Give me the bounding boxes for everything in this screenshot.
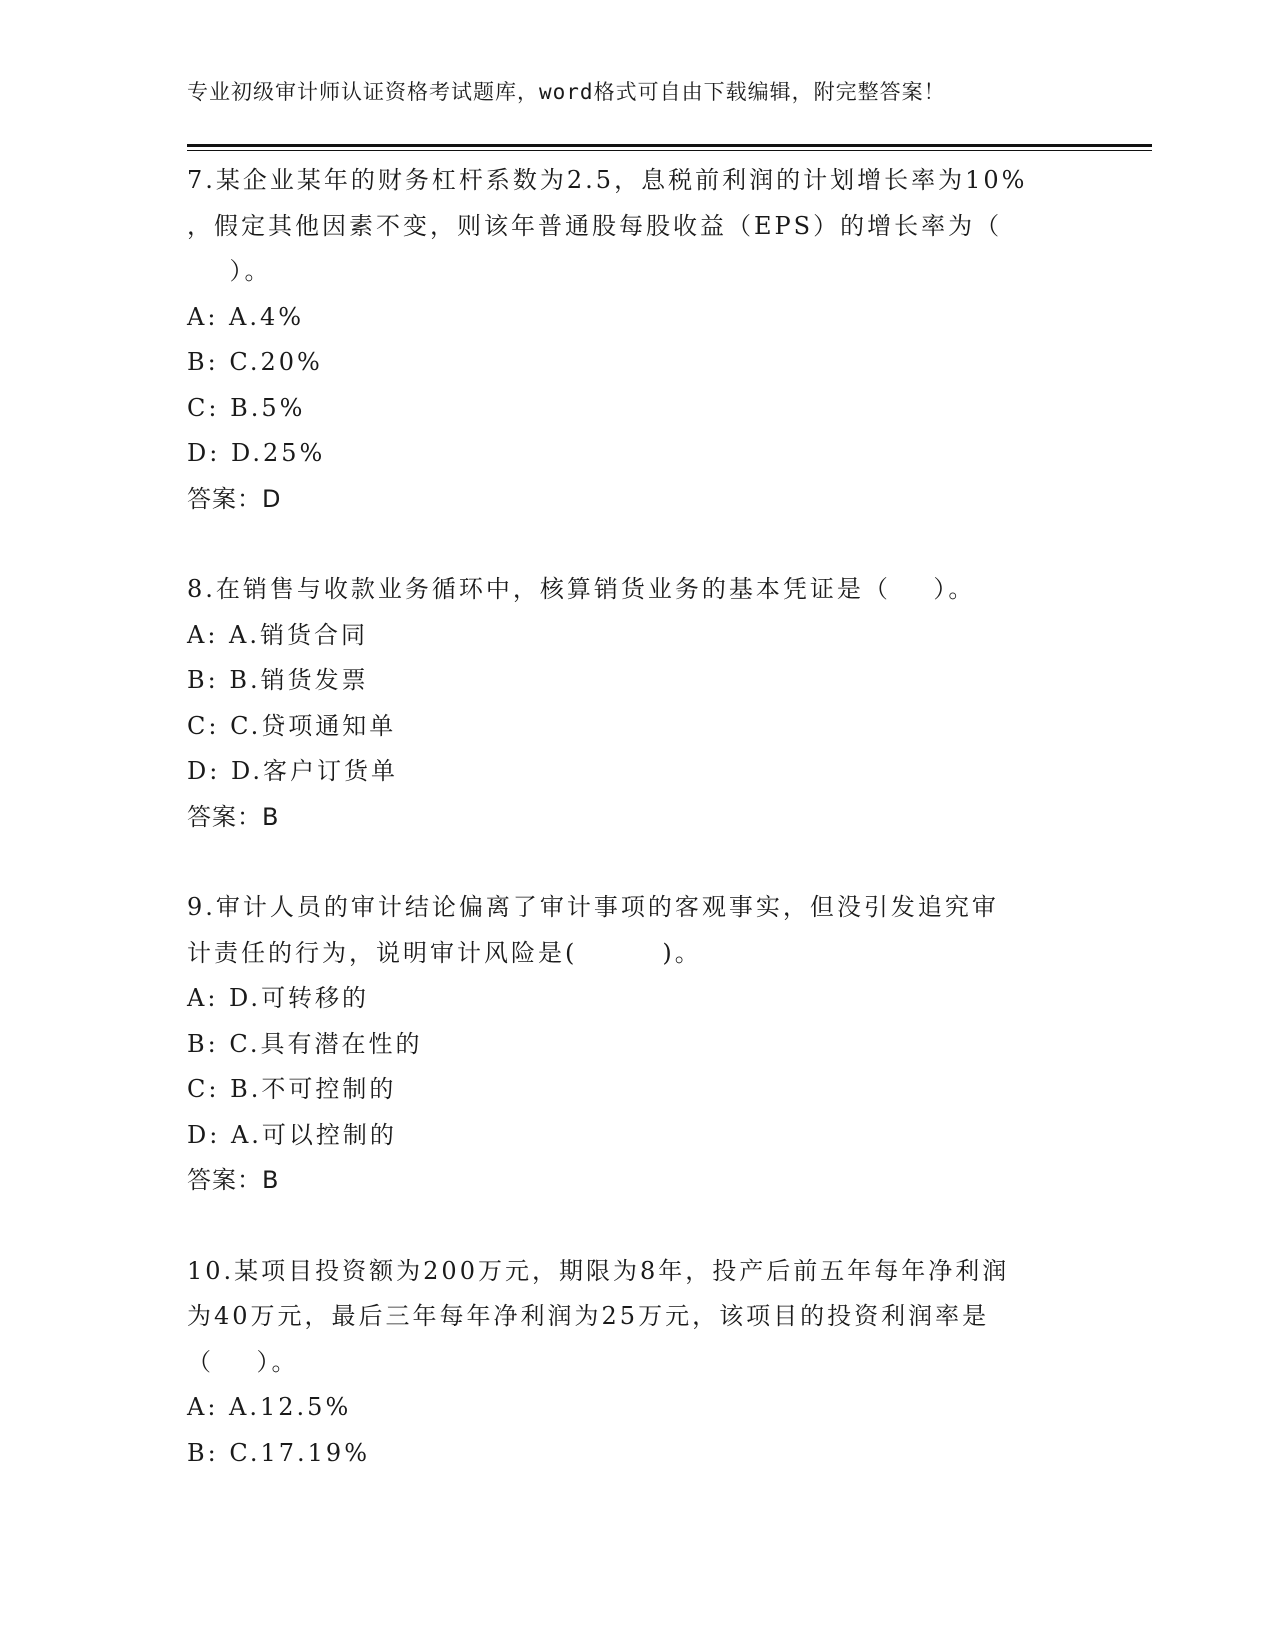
answer-line: 答案：B [187,802,280,831]
question-9 [187,885,1087,1204]
option-c: C: B.不可控制的 [187,1075,397,1103]
question-list [187,158,1087,1476]
option-b: B: C.17.19% [187,1438,370,1467]
question-stem-line: 9.审计人员的审计结论偏离了审计事项的客观事实，但没引发追究审 [187,893,999,921]
header-divider-thick [187,144,1152,147]
option-a: A: A.12.5% [187,1393,352,1421]
option-d: D: D.客户订货单 [187,757,398,785]
question-stem-line: ）。 [187,257,272,285]
question-stem-line: 8.在销售与收款业务循环中，核算销货业务的基本凭证是（ ）。 [187,575,976,603]
option-d: D: D.25% [187,439,326,467]
option-a: A: D.可转移的 [187,984,370,1012]
page-header: 专业初级审计师认证资格考试题库，word格式可自由下载编辑，附完整答案！ [187,80,946,104]
option-b: B: B.销货发票 [187,666,369,694]
option-b: B: C.20% [187,348,323,376]
option-c: C: B.5% [187,393,306,422]
option-a: A: A.销货合同 [187,620,369,649]
option-b: B: C.具有潜在性的 [187,1029,423,1058]
question-stem-line: ，假定其他因素不变，则该年普通股每股收益（EPS）的增长率为（ [187,211,1003,240]
question-stem-line: 计责任的行为，说明审计风险是( )。 [187,938,702,967]
option-a: A: A.4% [187,302,305,331]
question-stem-line: 10.某项目投资额为200万元，期限为8年，投产后前五年每年净利润 [187,1256,1010,1285]
option-d: D: A.可以控制的 [187,1120,397,1149]
question-10 [187,1249,1087,1477]
header-divider-thin [187,150,1152,151]
question-8 [187,567,1087,840]
answer-line: 答案：B [187,1166,280,1194]
question-stem-line: （ ）。 [187,1347,299,1376]
question-stem-line: 7.某企业某年的财务杠杆系数为2.5，息税前利润的计划增长率为10% [187,166,1028,194]
option-c: C: C.贷项通知单 [187,711,397,740]
question-stem-line: 为40万元，最后三年每年净利润为25万元，该项目的投资利润率是 [187,1302,990,1330]
answer-line: 答案：D [187,484,282,513]
question-7 [187,158,1087,522]
